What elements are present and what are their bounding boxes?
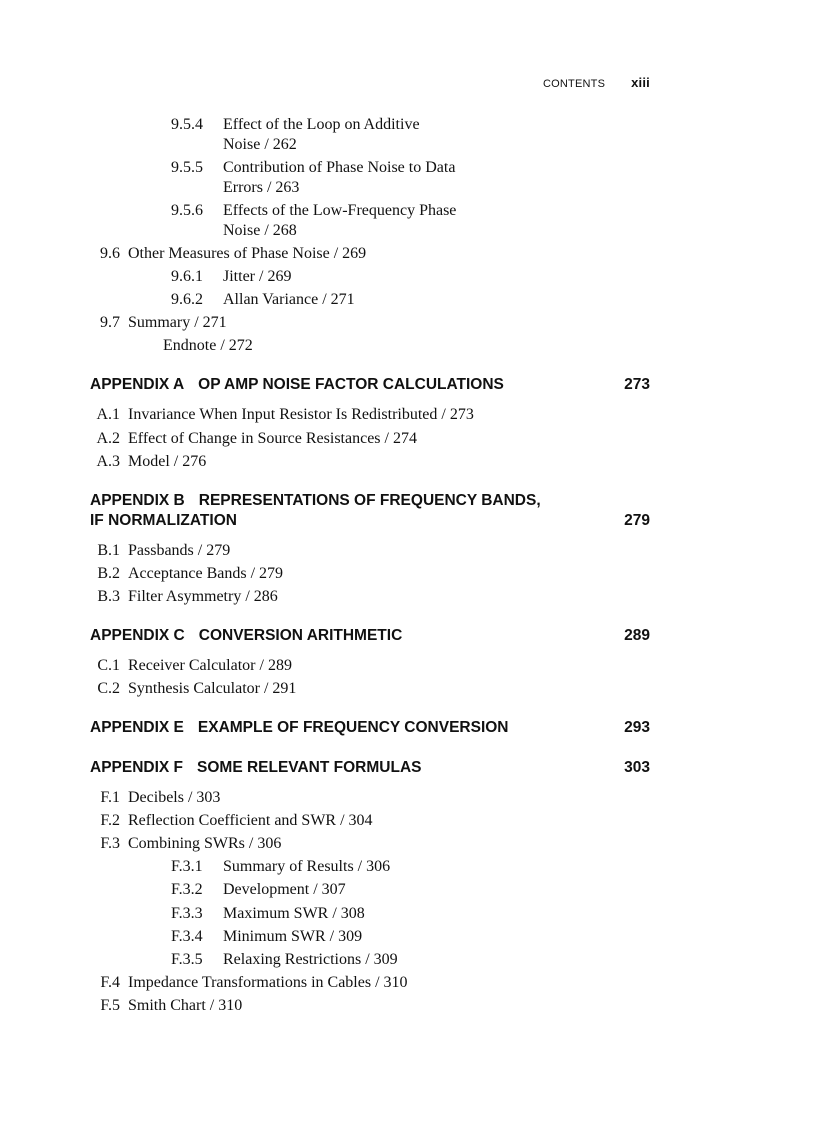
toc-entry-b-2[interactable] (80, 564, 283, 584)
toc-entry-9-6[interactable] (80, 244, 366, 264)
toc-entry-9-5-5[interactable] (171, 158, 455, 178)
section-number: B.3 (97, 588, 120, 605)
appendix-b-heading[interactable] (90, 491, 650, 531)
section-number: 9.7 (100, 314, 120, 331)
section-title: Allan Variance / 271 (223, 291, 355, 308)
toc-entry-f-3-5[interactable] (171, 950, 398, 970)
section-number: 9.5.5 (171, 159, 203, 176)
section-title: Combining SWRs / 306 (128, 835, 282, 852)
section-number: F.3.2 (171, 881, 203, 898)
toc-entry-b-3[interactable] (80, 587, 278, 607)
appendix-e-heading[interactable] (90, 718, 650, 738)
appendix-title-line1: REPRESENTATIONS OF FREQUENCY BANDS, (198, 492, 541, 509)
toc-entry-f-2[interactable] (80, 811, 373, 831)
section-title: Filter Asymmetry / 286 (128, 588, 278, 605)
section-title: Development / 307 (223, 881, 346, 898)
section-title: Minimum SWR / 309 (223, 928, 363, 945)
section-title: Impedance Transformations in Cables / 310 (128, 974, 408, 991)
appendix-label: APPENDIX E (90, 719, 184, 736)
section-title: Model / 276 (128, 453, 207, 470)
appendix-label: APPENDIX F (90, 759, 184, 776)
section-title: Smith Chart / 310 (128, 997, 243, 1014)
appendix-page: 273 (624, 376, 650, 393)
section-number: F.3.5 (171, 951, 203, 968)
section-number: F.1 (100, 789, 120, 806)
toc-entry-9-5-6[interactable] (171, 201, 456, 221)
section-title: Reflection Coefficient and SWR / 304 (128, 812, 373, 829)
section-number: C.1 (97, 657, 120, 674)
toc-entry-a-1[interactable] (80, 405, 474, 425)
toc-entry-f-1[interactable] (80, 788, 220, 808)
section-title: Summary / 271 (128, 314, 227, 331)
section-number: B.1 (97, 542, 120, 559)
running-head (0, 75, 650, 90)
appendix-c-heading[interactable] (90, 626, 650, 646)
section-number: F.5 (100, 997, 120, 1014)
toc-entry-c-2[interactable] (80, 679, 296, 699)
appendix-title: EXAMPLE OF FREQUENCY CONVERSION (197, 719, 509, 736)
appendix-title: SOME RELEVANT FORMULAS (197, 759, 422, 776)
section-number: 9.5.4 (171, 116, 203, 133)
appendix-page: 303 (624, 759, 650, 776)
toc-entry-9-5-6-continued: Noise / 268 (223, 222, 297, 239)
appendix-label: APPENDIX C (90, 627, 185, 644)
section-title: Synthesis Calculator / 291 (128, 680, 297, 697)
section-number: F.3 (100, 835, 120, 852)
section-number: 9.6 (100, 245, 120, 262)
section-number: F.4 (100, 974, 120, 991)
appendix-a-heading[interactable] (90, 375, 650, 395)
toc-entry-f-3-2[interactable] (171, 880, 346, 900)
toc-entry-b-1[interactable] (80, 541, 230, 561)
section-title: Acceptance Bands / 279 (128, 565, 284, 582)
section-title: Effects of the Low-Frequency Phase (223, 202, 457, 219)
section-title: Summary of Results / 306 (223, 858, 391, 875)
toc-entry-c-1[interactable] (80, 656, 292, 676)
appendix-page: 289 (624, 627, 650, 644)
section-title: Receiver Calculator / 289 (128, 657, 292, 674)
section-number: F.3.3 (171, 905, 203, 922)
section-title: Invariance When Input Resistor Is Redistributed / 273 (128, 406, 474, 423)
section-title: Relaxing Restrictions / 309 (223, 951, 398, 968)
section-title: Effect of the Loop on Additive (223, 116, 420, 133)
toc-entry-f-3[interactable] (80, 834, 281, 854)
section-number: F.3.4 (171, 928, 203, 945)
section-title: Decibels / 303 (128, 789, 221, 806)
section-title: Endnote / 272 (163, 337, 253, 354)
toc-entry-a-2[interactable] (80, 429, 417, 449)
section-number: 9.6.1 (171, 268, 203, 285)
section-number: 9.5.6 (171, 202, 203, 219)
toc-entry-9-6-2[interactable] (171, 290, 355, 310)
toc-entry-f-3-4[interactable] (171, 927, 362, 947)
section-number: B.2 (97, 565, 120, 582)
appendix-title-line2: IF NORMALIZATION (90, 512, 237, 529)
section-title: Maximum SWR / 308 (223, 905, 365, 922)
appendix-page: 279 (624, 512, 650, 529)
section-title: Other Measures of Phase Noise / 269 (128, 245, 367, 262)
section-number: 9.6.2 (171, 291, 203, 308)
toc-entry-endnote[interactable] (163, 336, 253, 356)
toc-entry-9-6-1[interactable] (171, 267, 291, 287)
section-title: Jitter / 269 (223, 268, 292, 285)
toc-entry-9-5-5-continued: Errors / 263 (223, 179, 300, 196)
toc-entry-9-7[interactable] (80, 313, 227, 333)
section-number: F.3.1 (171, 858, 203, 875)
section-title: Passbands / 279 (128, 542, 231, 559)
section-title: Contribution of Phase Noise to Data (223, 159, 456, 176)
appendix-page: 293 (624, 719, 650, 736)
running-head-label: CONTENTS (543, 78, 606, 90)
appendix-f-heading[interactable] (90, 758, 650, 778)
page-number: xiii (631, 75, 650, 90)
section-number: C.2 (97, 680, 120, 697)
toc-entry-9-5-4-continued: Noise / 262 (223, 136, 297, 153)
section-number: F.2 (100, 812, 120, 829)
toc-entry-f-4[interactable] (80, 973, 408, 993)
toc-entry-a-3[interactable] (80, 452, 206, 472)
section-title: Effect of Change in Source Resistances / 274 (128, 430, 417, 447)
appendix-label: APPENDIX B (90, 492, 185, 509)
toc-entry-f-3-3[interactable] (171, 904, 365, 924)
toc-entry-9-5-4[interactable] (171, 115, 420, 135)
toc-entry-f-5[interactable] (80, 996, 242, 1016)
appendix-title: OP AMP NOISE FACTOR CALCULATIONS (198, 376, 504, 393)
section-number: A.2 (96, 430, 120, 447)
section-number: A.3 (96, 453, 120, 470)
toc-entry-f-3-1[interactable] (171, 857, 390, 877)
appendix-label: APPENDIX A (90, 376, 185, 393)
section-number: A.1 (96, 406, 120, 423)
appendix-title: CONVERSION ARITHMETIC (198, 627, 403, 644)
